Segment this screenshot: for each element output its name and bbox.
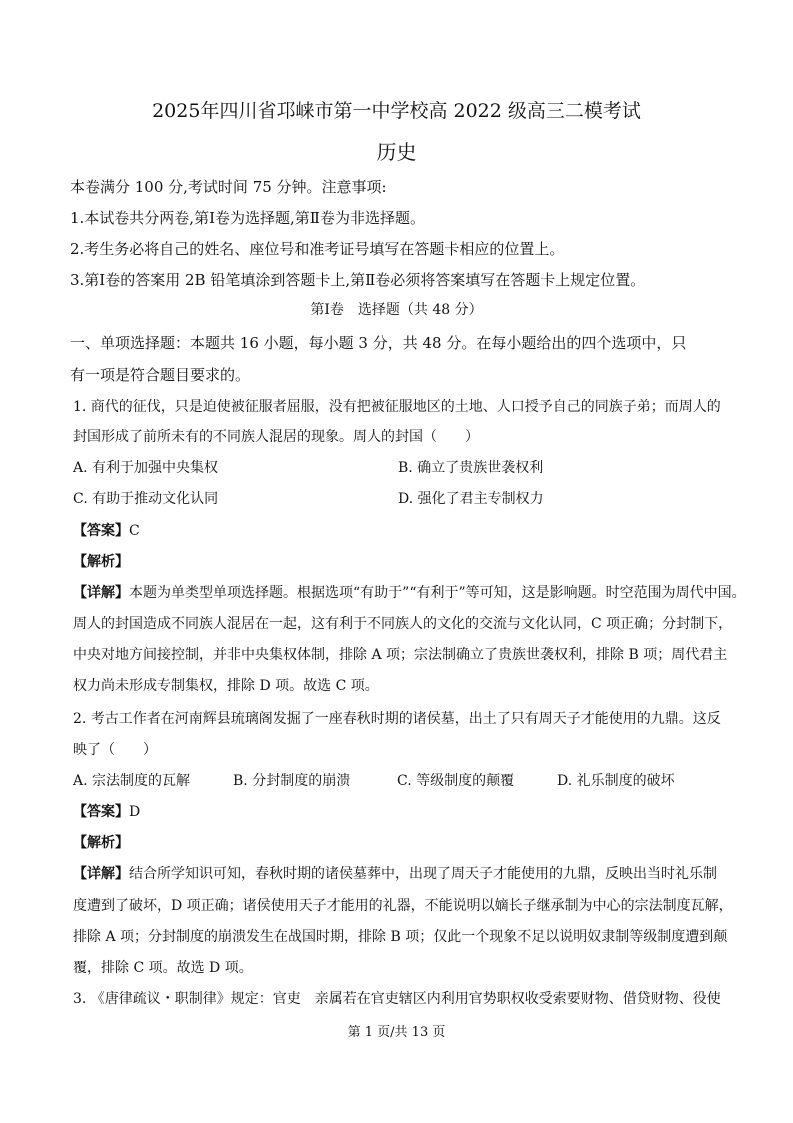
q1-option-b: B. 确立了贵族世袭权利 [398,460,544,476]
subject-title: 历史 [376,140,417,164]
answer-tag: 【答案】 [73,804,129,820]
q2-option-b: B. 分封制度的崩溃 [233,773,351,789]
q2-analysis-tag: 【解析】 [73,835,129,851]
q2-detail-line-2: 度遭到了破坏，D 项正确；诸侯使用天子才能用的礼器，不能说明以嫡长子继承制为中心的宗法制度瓦解， [73,898,733,914]
exam-title: 2025年四川省邛崃市第一中学校高 2022 级高三二模考试 [152,100,641,122]
q1-option-d: D. 强化了君主专制权力 [398,491,544,507]
q1-answer [73,521,140,541]
q2-option-a: A. 宗法制度的瓦解 [73,773,191,789]
q2-detail-line-4: 覆，排除 C 项。故选 D 项。 [73,960,253,976]
q2-answer [73,802,140,822]
notice-item-3: 3.第Ⅰ卷的答案用 2B 铅笔填涂到答题卡上,第Ⅱ卷必须将答案填写在答题卡上规定位置。 [70,271,646,289]
notice-item-2: 2.考生务必将自己的姓名、座位号和准考证号填写在答题卡相应的位置上。 [70,240,565,258]
section-instruction-line-1: 一、单项选择题：本题共 16 小题，每小题 3 分，共 48 分。在每小题给出的四个选项中，只 [70,334,687,352]
q2-stem-line-2: 映了（ ） [73,742,157,758]
q1-option-c: C. 有助于推动文化认同 [73,491,219,507]
q2-stem-line-1: 2. 考古工作者在河南辉县琉璃阁发掘了一座春秋时期的诸侯墓，出土了只有周天子才能使用的九鼎。这反 [73,711,721,727]
answer-value: D [129,804,141,820]
q1-detail-line-1 [73,583,746,603]
q2-option-d: D. 礼乐制度的破坏 [557,773,675,789]
q3-stem-line-1: 3. 《唐律疏议・职制律》规定：官吏 亲属若在官吏辖区内利用官势职权收受索要财物、借贷财物、役使 [73,991,721,1007]
q1-stem-line-2: 封国形成了前所未有的不同族人混居的现象。周人的封国（ ） [73,429,479,445]
q2-detail-line-3: 排除 A 项；分封制度的崩溃发生在战国时期，排除 B 项；仅此一个现象不足以说明奴隶制等级制度遭到颠 [73,929,728,945]
notice-intro: 本卷满分 100 分,考试时间 75 分钟。注意事项: [70,178,387,196]
detail-tag: 【详解】 [73,866,129,882]
section-instruction-line-2: 有一项是符合题目要求的。 [70,366,251,384]
detail-text: 本题为单类型单项选择题。根据选项“有助于”“有利于”等可知，这是影响题。时空范围为周代中国。 [129,585,746,601]
q1-option-a: A. 有利于加强中央集权 [73,460,219,476]
answer-tag: 【答案】 [73,523,129,539]
q1-analysis-tag: 【解析】 [73,554,129,570]
detail-tag: 【详解】 [73,585,129,601]
q1-detail-line-3: 中央对地方间接控制，并非中央集权体制，排除 A 项；宗法制确立了贵族世袭权利，排除 B 项；周代君主 [73,647,728,663]
q1-detail-line-4: 权力尚未形成专制集权，排除 D 项。故选 C 项。 [73,678,379,694]
page-number-footer: 第 1 页/共 13 页 [347,1025,446,1040]
notice-item-1: 1.本试卷共分两卷,第Ⅰ卷为选择题,第Ⅱ卷为非选择题。 [70,209,425,227]
q2-detail-line-1 [73,864,717,884]
detail-text: 结合所学知识可知，春秋时期的诸侯墓葬中，出现了周天子才能使用的九鼎，反映出当时礼乐制 [129,866,717,882]
q1-stem-line-1: 1. 商代的征伐，只是迫使被征服者屈服，没有把被征服地区的土地、人口授予自己的同族子弟；而周人的 [73,399,721,415]
q1-detail-line-2: 周人的封国造成不同族人混居在一起，这有利于不同族人的文化的交流与文化认同，C 项正确；分封制下， [73,616,733,632]
section-heading: 第Ⅰ卷 选择题（共 48 分） [310,302,483,318]
answer-value: C [129,523,140,539]
q2-option-c: C. 等级制度的颠覆 [397,773,515,789]
